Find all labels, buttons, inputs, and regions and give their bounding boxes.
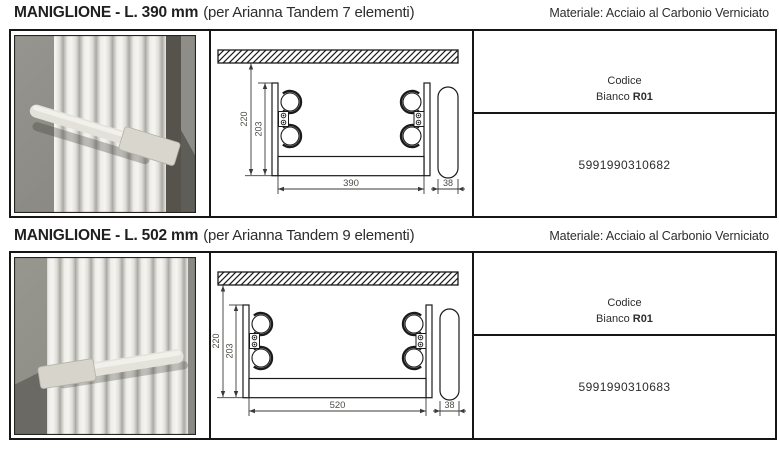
pipe-clamp-left bbox=[279, 91, 302, 147]
product-subtitle: (per Arianna Tandem 9 elementi) bbox=[203, 227, 415, 244]
code-table-header bbox=[474, 31, 775, 114]
pipe-clamp-right bbox=[401, 91, 424, 147]
code-table-value bbox=[474, 114, 775, 216]
drawing-cell bbox=[211, 253, 474, 438]
pipe-clamp-right bbox=[403, 313, 426, 369]
wall-hatch bbox=[218, 272, 458, 285]
radiator-dark-edge bbox=[188, 257, 196, 435]
dimension-label-inner: 203 bbox=[253, 121, 264, 137]
product-row bbox=[9, 29, 777, 218]
radiator-columns bbox=[47, 257, 196, 435]
technical-drawing bbox=[211, 31, 472, 216]
handle-bar bbox=[278, 157, 424, 176]
section-header bbox=[14, 227, 769, 245]
handle-side-view bbox=[438, 87, 458, 178]
finish-line: Bianco R01 bbox=[596, 312, 653, 325]
wall-hatch bbox=[218, 50, 458, 63]
product-code: 5991990310682 bbox=[578, 158, 671, 172]
section-title bbox=[14, 227, 414, 245]
photo-cell bbox=[11, 31, 211, 216]
finish-line: Bianco R01 bbox=[596, 90, 653, 103]
code-table-header bbox=[474, 253, 775, 336]
product-photo bbox=[14, 35, 196, 213]
product-photo bbox=[14, 257, 196, 435]
dimension-label-depth: 38 bbox=[444, 400, 455, 410]
section-title bbox=[14, 4, 414, 22]
dimension-label-length: 520 bbox=[329, 400, 346, 411]
code-table-value bbox=[474, 336, 775, 438]
photo-cell bbox=[11, 253, 211, 438]
product-title: MANIGLIONE - L. 390 mm bbox=[14, 4, 199, 21]
left-upright bbox=[243, 305, 249, 398]
product-row bbox=[9, 251, 777, 440]
left-upright bbox=[272, 83, 278, 176]
drawing-cell bbox=[211, 31, 474, 216]
dimension-label-height: 220 bbox=[239, 111, 249, 127]
right-upright bbox=[426, 305, 432, 398]
code-table bbox=[474, 253, 775, 438]
pipe-clamp-left bbox=[250, 313, 273, 369]
finish-code: R01 bbox=[632, 312, 653, 325]
product-code: 5991990310683 bbox=[578, 380, 671, 394]
product-subtitle: (per Arianna Tandem 7 elementi) bbox=[203, 4, 415, 21]
dimension-label-inner: 203 bbox=[224, 343, 235, 359]
material-label: Materiale: Acciaio al Carbonio Verniciato bbox=[549, 6, 769, 20]
technical-drawing bbox=[211, 253, 472, 438]
product-title: MANIGLIONE - L. 502 mm bbox=[14, 227, 199, 244]
codice-label: Codice bbox=[607, 297, 642, 310]
code-table bbox=[474, 31, 775, 216]
dimension-label-depth: 38 bbox=[442, 178, 454, 188]
material-label: Materiale: Acciaio al Carbonio Verniciato bbox=[549, 229, 769, 243]
finish-code: R01 bbox=[632, 90, 653, 103]
codice-label: Codice bbox=[607, 75, 642, 88]
handle-bar bbox=[249, 379, 426, 398]
dimension-label-length: 390 bbox=[343, 178, 359, 189]
section-header bbox=[14, 4, 769, 22]
handle-side-view bbox=[440, 309, 459, 400]
right-upright bbox=[424, 83, 430, 176]
radiator-dark-edge bbox=[166, 35, 181, 213]
dimension-label-height: 220 bbox=[211, 333, 221, 349]
